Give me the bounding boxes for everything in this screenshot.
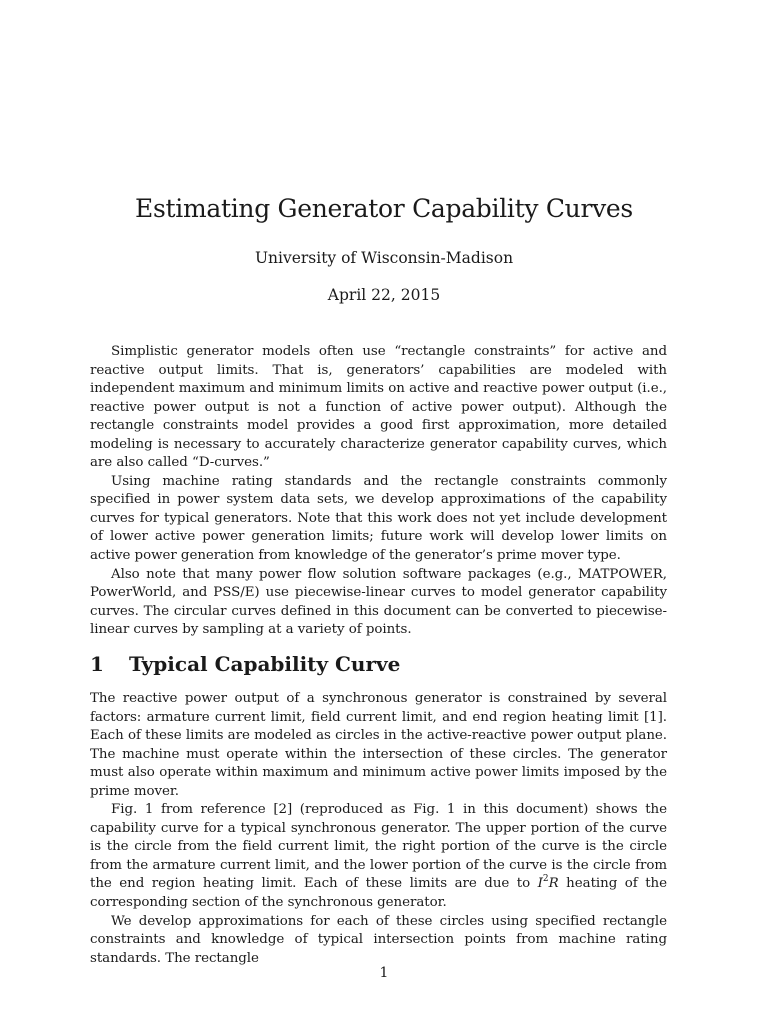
i-squared-r-expression <box>538 876 559 891</box>
section-paragraph-3: We develop approximations for each of these circles using specified rectangle constraints and knowledge of typical intersection points from machine rating standards. The rectangle <box>90 913 667 966</box>
author-affiliation: University of Wisconsin-Madison <box>254 249 514 267</box>
math-current-symbol: I <box>537 876 543 892</box>
section-number: 1 <box>90 652 104 676</box>
section-paragraph-2-text: Fig. 1 from reference [2] (reproduced as Fig. 1 in this document) shows the capability curve for a typical synchronous generator. The upper portion of the curve is the circle from the field current limit, the right portion of the curve is the circle from the armature current limit, and the lower portion of the curve is the circle from the end region heating limit. <box>90 802 667 892</box>
section-paragraph-1: The reactive power output of a synchronous generator is constrained by several factors: armature current limit, field current limit, and end region heating limit [1]. Each of these limits are modeled as circles in the active-reactive power output plane. The machine must operate within the intersection of these circles. The generator must also operate within maximum and minimum active power limits imposed by the prime mover. <box>90 691 667 799</box>
heating-sentence-tail: heating of the corresponding section of the synchronous generator. <box>90 876 667 911</box>
section-heading <box>90 650 400 678</box>
section-title: Typical Capability Curve <box>129 652 401 676</box>
abstract-paragraph-1: Simplistic generator models often use “rectangle constraints” for active and reactive output limits. That is, generators’ capabilities are modeled with independent maximum and minimum limits on active and reactive power output (i.e., reactive power output is not a function of active power output). Although the rectangle constraints model provides a good first approximation, more detailed modeling is necessary to accurately characterize generator capability curves, which are also called “D-curves.” <box>90 344 667 471</box>
publication-date: April 22, 2015 <box>327 286 441 304</box>
section-paragraph-2 <box>90 801 667 912</box>
section-body <box>90 690 667 968</box>
paper-title: Estimating Generator Capability Curves <box>135 194 633 223</box>
abstract-paragraph-2: Using machine rating standards and the rectangle constraints commonly specified in power system data sets, we develop approximations of the capability curves for typical generators. Note that this work does not yet include development of lower active power generation limits; future work will develop lower limits on active power generation from knowledge of the generator’s prime mover type. <box>90 473 667 564</box>
heating-sentence-lead: Each of these limits are due to <box>303 876 538 892</box>
abstract <box>90 343 667 640</box>
abstract-paragraph-3: Also note that many power flow solution software packages (e.g., MATPOWER, PowerWorld, and PSS/E) use piecewise-linear curves to model generator capability curves. The circular curves defined in this document can be converted to piecewise-linear curves by sampling at a variety of points. <box>90 566 667 638</box>
page-number: 1 <box>379 965 389 981</box>
math-exponent: 2 <box>542 874 549 885</box>
math-resistance-symbol: R <box>548 876 559 892</box>
